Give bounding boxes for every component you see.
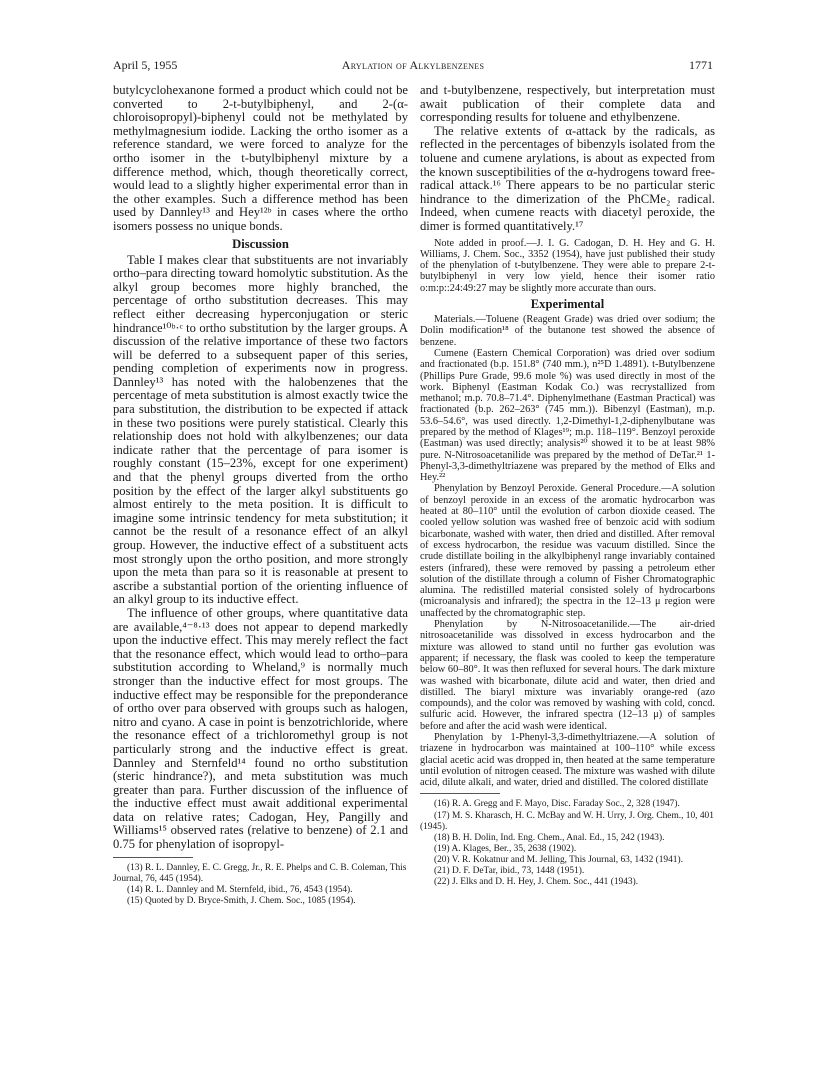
note-added-in-proof: Note added in proof.—J. I. G. Cadogan, D. H. Hey and G. H. Williams, J. Chem. Soc., 3352 (1954), have just published their study of the phenylation of t-butylbenzene. They were able to prepare 2-t-butylbiphenyl in very low yield, hence their isomer ratio o:m:p::24:49:27 may be slightly more accurate than ours. [420,237,715,294]
paragraph: Phenylation by 1-Phenyl-3,3-dimethyltriazene.—A solution of triazene in hydrocarbon was maintained at 100–110° while excess glacial acetic acid was dropped in, then heated at the same temperature until evolution of nitrogen ceased. The mixture was washed with dilute acid, dilute alkali, and water, dried and distilled. The colored distillate [420,732,715,789]
footnote: (16) R. A. Gregg and F. Mayo, Disc. Faraday Soc., 2, 328 (1947). [434,799,680,810]
footnote: (20) V. R. Kokatnur and M. Jelling, This Journal, 63, 1432 (1941). [434,854,683,865]
footnotes [113,863,408,907]
paragraph: Phenylation by N-Nitrosoacetanilide.—The air-dried nitrosoacetanilide was dissolved in excess hydrocarbon and the mixture was allowed to stand until no further gas evolution was apparent; if necessary, the flask was cooled to keep the temperature below 60–80°. It was then refluxed for several hours. The dark mixture was washed with bicarbonate, dilute acid and water, then dried and distilled. The biaryl mixture was invariably orange-red (azo compounds), and the color was removed by washing with cold, concd. sulfuric acid. However, the infrared spectra (12–13 μ) of samples before and after the acid wash were identical. [420,619,715,732]
footnote: (21) D. F. DeTar, ibid., 73, 1448 (1951). [434,866,585,877]
paragraph: Phenylation by Benzoyl Peroxide. General Procedure.—A solution of benzoyl peroxide in an excess of the aromatic hydrocarbon was heated at 80–110° until the evolution of carbon dioxide ceased. The cooled yellow solution was washed free of benzoic acid with sodium bicarbonate, washed with water, then dried and distilled. After removal of excess hydrocarbon, the residue was vacuum distilled. Since the crude distillate boiling in the alkylbiphenyl range invariably contained esters (infrared), these were removed by passing a petroleum ether solution of the distillate through a column of Fisher Chromatographic alumina. The redistilled material consisted solely of hydrocarbons (microanalysis and infrared); the spectra in the 12–13 μ region were unaffected by the chromatographic step. [420,483,715,619]
footnote-divider [420,793,500,794]
section-heading-experimental: Experimental [530,297,605,312]
footnotes [420,799,715,888]
page-number: 1771 [689,58,713,72]
page-header [113,58,713,74]
footnote: (18) B. H. Dolin, Ind. Eng. Chem., Anal. Ed., 15, 242 (1943). [434,832,665,843]
running-title: Arylation of Alkylbenzenes [341,58,485,72]
footnote-divider [113,857,193,858]
paragraph: Materials.—Toluene (Reagent Grade) was dried over sodium; the Dolin modification¹⁸ of the butanone test showed the absence of benzene. [420,314,715,348]
paragraph: The influence of other groups, where quantitative data are available,⁴⁻⁸·¹³ does not appear to depend markedly upon the inductive effect. This may merely reflect the fact that the resonance effect, which would lead to ortho–para substitution according to Wheland,⁹ is normally much stronger than the inductive effect for most groups. The inductive effect may be responsible for the preponderance of ortho over para observed with groups such as halogen, nitro and cyano. A case in point is benzotrichloride, where the resonance effect of a trichloromethyl group is not particularly strong and the inductive effect is great. Dannley and Sternfeld¹⁴ found no ortho substitution (steric hindrance?), and meta substitution was much greater than para. Further discussion of the influence of the inductive effect must await additional experimental data on relative rates; Cadogan, Hey, Pangilly and Williams¹⁵ observed rates (relative to benzene) of 2.1 and 0.75 for phenylation of isopropyl- [113,605,408,852]
right-column [420,84,715,888]
footnote: (13) R. L. Dannley, E. C. Gregg, Jr., R. E. Phelps and C. B. Coleman, This Journal, 76, 445 (1954). [113,862,407,884]
left-column [113,84,408,907]
footnote: (17) M. S. Kharasch, H. C. McBay and W. H. Urry, J. Org. Chem., 10, 401 (1945). [420,810,714,832]
paragraph: The relative extents of α-attack by the radicals, as reflected in the percentages of bibenzyls isolated from the toluene and cumene arylations, is about as expected from the known susceptibilities of the α-hydrogens toward free-radical attack.¹⁶ There appears to be no particular steric hindrance to the dimerization of the PhCMe₂ radical. Indeed, when cumene reacts with diacetyl peroxide, the dimer is formed quantitatively.¹⁷ [420,123,715,233]
paragraph: Table I makes clear that substituents are not invariably ortho–para directing toward homolytic substitution. As the alkyl group becomes more highly branched, the percentage of ortho substitution decreases. This may reflect either decreasing hyperconjugation or steric hindrance¹⁰ᵇ·ᶜ to ortho substitution by the larger groups. A discussion of the relative importance of these two factors will be deferred to a subsequent paper of this series, pending completion of experiments now in progress. Dannley¹³ has noted with the halobenzenes that the percentage of meta substitution is almost exactly twice the para substitution, the distribution to be expected if attack in these two positions were purely statistical. Clearly this relationship does not hold with alkylbenzenes; our data indicate rather that the percentage of para isomer is roughly constant (15–23%, except for one experiment) and that the phenyl groups diverted from the ortho position by the effect of the larger alkyl substituents go almost entirely to the meta position. It is difficult to imagine some intrinsic tendency for meta substitution; it cannot be the result of a resonance effect of an alkyl group. However, the inductive effect of a substituent acts most strongly upon the ortho position, and more strongly upon the meta than para so it is reasonable at present to ascribe a substantial portion of the orienting influence of an alkyl group to its inductive effect. [113,252,408,607]
paragraph: butylcyclohexanone formed a product which could not be converted to 2-t-butylbiphenyl, and 2-(α-chloroisopropyl)-biphenyl could not be methylated by methylmagnesium iodide. Lacking the ortho isomer as a reference standard, we were forced to analyze for the ortho isomer in the t-butylbiphenyl mixture by a difference method, which, though theoretically correct, would lead to a slightly higher experimental error than in the other examples. Such a difference method has been used by Dannley¹³ and Hey¹²ᵇ in cases where the ortho isomers possess no unique bonds. [113,83,408,233]
section-heading-discussion: Discussion [232,236,289,251]
journal-date: April 5, 1955 [113,58,178,72]
footnote: (14) R. L. Dannley and M. Sternfeld, ibid., 76, 4543 (1954). [127,884,353,895]
footnote: (15) Quoted by D. Bryce-Smith, J. Chem. Soc., 1085 (1954). [127,895,356,906]
paragraph: Cumene (Eastern Chemical Corporation) was dried over sodium and fractionated (b.p. 151.8° (740 mm.), n²⁵D 1.4891). t-Butylbenzene (Phillips Pure Grade, 99.6 mole %) was used directly in most of the work. Biphenyl (Eastman Kodak Co.) was recrystallized from methanol; m.p. 70.8–71.4°. Diphenylmethane (Eastman Practical) was fractionated (b.p. 262–263° (745 mm.)). Bibenzyl (Eastman), m.p. 53.6–54.6°, was used directly. 1,2-Dimethyl-1,2-diphenylbutane was prepared by the method of Klages¹⁹; m.p. 118–119°. Benzoyl peroxide (Eastman) was used directly; analysis²⁰ showed it to be at least 98% pure. N-Nitrosoacetanilide was prepared by the method of DeTar.²¹ 1-Phenyl-3,3-dimethyltriazene was prepared by the method of Elks and Hey.²² [420,347,715,484]
footnote: (19) A. Klages, Ber., 35, 2638 (1902). [434,843,577,854]
paragraph: and t-butylbenzene, respectively, but interpretation must await publication of their complete data and corresponding results for toluene and ethylbenzene. [420,83,715,125]
footnote: (22) J. Elks and D. H. Hey, J. Chem. Soc., 441 (1943). [434,877,639,888]
